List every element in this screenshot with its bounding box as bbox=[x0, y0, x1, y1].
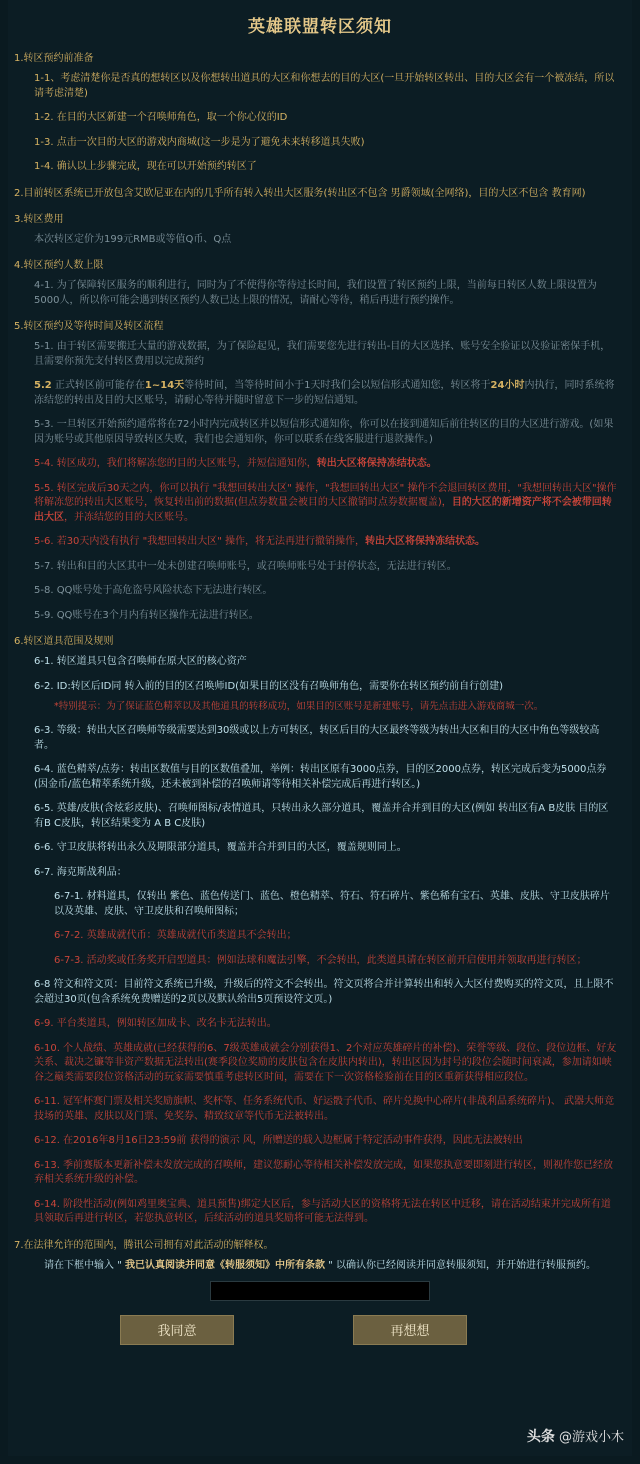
item-5-5 bbox=[8, 482, 632, 526]
item-1-2: 1-2. 在目的大区新建一个召唤师角色，取一个你心仪的ID bbox=[34, 112, 288, 123]
watermark-handle: @游戏小木 bbox=[558, 1430, 624, 1445]
item-6-6: 6-6. 守卫皮肤将转出永久及期限部分道具，覆盖并合并到目的大区，覆盖规则同上。 bbox=[34, 842, 407, 853]
item-6-3: 6-3. 等级：转出大区召唤师等级需要达到30级或以上方可转区，转区后目的大区最终等级为转出大区和目的大区中角色等级较高者。 bbox=[34, 725, 600, 751]
item-6-7-2: 6-7-2. 英雄成就代币：英雄成就代币类道具不会转出； bbox=[54, 930, 297, 941]
confirm-quote: 我已认真阅读并同意《转服须知》中所有条款 bbox=[125, 1259, 325, 1271]
item-5-2-text-c: 内执行，同时系统将冻结您的转出及目的大区账号，请耐心等待并随时留意下一步的短信通知。 bbox=[34, 380, 615, 406]
section-7-heading: 7.在法律允许的范围内，腾讯公司拥有对此活动的解释权。 bbox=[14, 1239, 274, 1251]
item-6-5: 6-5. 英雄/皮肤(含炫彩皮肤)、召唤师图标/表情道具，只转出永久部分道具，覆盖并合并到目的大区(例如 转出区有A B皮肤 目的区有B C皮肤，转区结果变为 A B C皮肤) bbox=[34, 803, 609, 829]
section-1-heading: 1.转区预约前准备 bbox=[14, 53, 94, 64]
item-5-5-text-a: 5-5. 转区完成后30天之内，你可以执行 "我想回转出大区" 操作，"我想回转出大区" 操作不会退回转区费用，"我想回转出大区"操作将解冻您的转出大区账号，恢复转出前的数据(但点券数量会被目的大区撤销时点券数据覆盖)， bbox=[34, 482, 617, 508]
item-6-2-note: *特别提示：为了保证蓝色精萃以及其他道具的转移成功，如果目的区账号是新建账号，请先点击进入游戏商城一次。 bbox=[54, 701, 544, 712]
item-5-1: 5-1. 由于转区需要搬迁大量的游戏数据，为了保险起见，我们需要您先进行转出-目的大区选择、账号安全验证以及验证密保手机，且需要你预先支付转区费用以完成预约 bbox=[34, 341, 611, 367]
item-6-2: 6-2. ID:转区后ID同 转入前的目的区召唤师ID(如果目的区没有召唤师角色，需要你在转区预约前自行创建) bbox=[34, 680, 503, 692]
section-3-heading: 3.转区费用 bbox=[14, 213, 64, 225]
item-5-8: 5-8. QQ账号处于高危盗号风险状态下无法进行转区。 bbox=[34, 585, 273, 596]
item-6-7-1: 6-7-1. 材料道具，仅转出 紫色、蓝色传送门、蓝色、橙色精萃、符石、符石碎片、紫色稀有宝石、英雄、皮肤、守卫皮肤碎片以及英雄、皮肤、守卫皮肤和召唤师图标； bbox=[54, 891, 610, 917]
item-6-1: 6-1. 转区道具只包含召唤师在原大区的核心资产 bbox=[34, 656, 247, 667]
item-6-7: 6-7. 海克斯战利品： bbox=[34, 866, 127, 878]
think-again-button[interactable]: 再想想 bbox=[353, 1315, 467, 1345]
item-5-5-bold: 目的大区的新增资产将不会被带回转出大区 bbox=[34, 497, 612, 523]
item-5-7: 5-7. 转出和目的大区其中一处未创建召唤师账号，或召唤师账号处于封停状态，无法进行转区。 bbox=[34, 560, 457, 572]
item-5-6 bbox=[8, 535, 632, 550]
item-5-2-num: 5.2 bbox=[34, 380, 52, 391]
item-5-2-hours: 24小时 bbox=[490, 380, 525, 391]
item-6-8: 6-8 符文和符文页：目前符文系统已升级，升级后的符文不会转出。符文页将合并计算转出和转入大区付费购买的符文页，且上限不会超过30页(包含系统免费赠送的2页以及默认给出5页预设符文页。) bbox=[34, 979, 614, 1005]
item-1-1: 1-1、考虑清楚你是否真的想转区以及你想转出道具的大区和你想去的目的大区(一旦开始转区转出、目的大区会有一个被冻结，所以请考虑清楚) bbox=[34, 73, 615, 99]
confirm-input[interactable] bbox=[210, 1281, 430, 1301]
item-5-2-days: 1~14天 bbox=[144, 380, 185, 391]
watermark bbox=[527, 1426, 624, 1446]
section-5-heading: 5.转区预约及等待时间及转区流程 bbox=[14, 321, 164, 332]
confirm-post: " 以确认你已经阅读并同意转服须知，并开始进行转服预约。 bbox=[325, 1259, 596, 1271]
item-6-12: 6-12. 在2016年8月16日23:59前 获得的演示 风，所赠送的载入边框属于特定活动事件获得，因此无法被转出 bbox=[34, 1135, 523, 1146]
item-3-1: 本次转区定价为199元RMB或等值Q币、Q点 bbox=[34, 233, 232, 245]
item-5-3: 5-3. 一旦转区开始预约通常将在72小时内完成转区并以短信形式通知你，你可以在接到通知后前往转区的目的大区进行游戏。(如果因为账号或其他原因导致转区失败，我们也会通知你，你可以联系在线客服进行退款操作。) bbox=[34, 419, 614, 445]
item-5-4-bold: 转出大区将保持冻结状态。 bbox=[316, 458, 437, 469]
item-5-4-text: 5-4. 转区成功，我们将解冻您的目的大区账号，并短信通知你， bbox=[34, 458, 317, 469]
page-title: 英雄联盟转区须知 bbox=[248, 17, 392, 37]
button-row bbox=[8, 1315, 632, 1355]
agree-button[interactable]: 我同意 bbox=[120, 1315, 234, 1345]
item-1-4: 1-4. 确认以上步骤完成，现在可以开始预约转区了 bbox=[34, 161, 257, 172]
item-6-7-3: 6-7-3. 活动奖或任务奖开启型道具：例如法球和魔法引擎，不会转出，此类道具请在转区前开启使用并领取再进行转区； bbox=[54, 954, 587, 966]
item-5-2 bbox=[8, 379, 632, 408]
item-5-9: 5-9. QQ账号在3个月内有转区操作无法进行转区。 bbox=[34, 609, 259, 621]
item-5-6-text: 5-6. 若30天内没有执行 "我想回转出大区" 操作，将无法再进行撤销操作， bbox=[34, 536, 365, 547]
item-5-2-text-b: 等待时间，当等待时间小于1天时我们会以短信形式通知您，转区将于 bbox=[184, 380, 491, 391]
item-6-11: 6-11. 冠军杯赛门票及相关奖励旗帜、奖杯等、任务系统代币、好运骰子代币、碎片兑换中心碎片(非战利品系统碎片)、 武器大师竞技场的英雄、皮肤以及门票、免奖券、精致纹章等代币无法被转出。 bbox=[34, 1096, 615, 1122]
item-6-4: 6-4. 蓝色精萃/点券：转出区数值与目的区数值叠加，举例：转出区原有3000点券，目的区2000点券，转区完成后变为5000点券(因金币/蓝色精萃系统升级，还未被到补偿的召唤师请等待相关补偿完成后再进行转区。) bbox=[34, 764, 607, 790]
item-5-4 bbox=[8, 457, 632, 472]
item-6-9: 6-9. 平台类道具，例如转区加成卡、改名卡无法转出。 bbox=[34, 1018, 277, 1029]
item-5-5-text-b: ，并冻结您的目的大区账号。 bbox=[64, 511, 194, 523]
item-5-6-bold: 转出大区将保持冻结状态。 bbox=[364, 536, 485, 547]
item-5-2-text-a: 正式转区前可能存在 bbox=[51, 380, 145, 391]
item-6-14: 6-14. 阶段性活动(例如鸡里奥宝典、道具预售)绑定大区后，参与活动大区的资格将无法在转区中迁移，请在活动结束并完成所有道具领取后再进行转区，若您执意转区，后续活动的道具奖励将可能无法得到。 bbox=[34, 1198, 611, 1224]
section-2-heading: 2.目前转区系统已开放包含艾欧尼亚在内的几乎所有转入转出大区服务(转出区不包含 男爵领域(全网络)，目的大区不包含 教育网) bbox=[14, 187, 586, 199]
section-6-heading: 6.转区道具范围及规则 bbox=[14, 636, 114, 647]
item-1-3: 1-3. 点击一次目的大区的游戏内商城(这一步是为了避免未来转移道具失败) bbox=[34, 136, 365, 148]
item-6-13: 6-13. 季前赛版本更新补偿未发放完成的召唤师，建议您耐心等待相关补偿发放完成，如果您执意要即刻进行转区，则视作您已经放弃相关系统升级的补偿。 bbox=[34, 1159, 614, 1185]
item-4-1: 4-1. 为了保障转区服务的顺利进行，同时为了不使得你等待过长时间，我们设置了转区预约上限，当前每日转区人数上限设置为5000人，所以你可能会遇到转区预约人数已达上限的情况，请耐心等待，稍后再进行预约操作。 bbox=[34, 280, 597, 306]
watermark-logo: 头条 bbox=[526, 1429, 555, 1445]
confirm-instruction bbox=[8, 1259, 632, 1273]
notice-page bbox=[8, 0, 632, 1456]
item-6-10: 6-10. 个人战绩、英雄成就(已经获得的6、7级英雄成就会分别获得1、2个对应英雄碎片的补偿)、荣誉等级、段位、段位边框、好友关系、裁决之镰等非资产数据无法转出(赛季段位奖励的皮肤包含在皮肤内转出)，转出区因为封号的段位会随时间衰减，参加请如峡谷之巅类需要段位资格活动的玩家需要慎重考虑转区时间，需要在下一次资格检验前在目的区重新获得相应段位。 bbox=[34, 1042, 617, 1083]
confirm-pre: 请在下框中输入 " bbox=[44, 1259, 125, 1271]
section-4-heading: 4.转区预约人数上限 bbox=[14, 260, 104, 271]
